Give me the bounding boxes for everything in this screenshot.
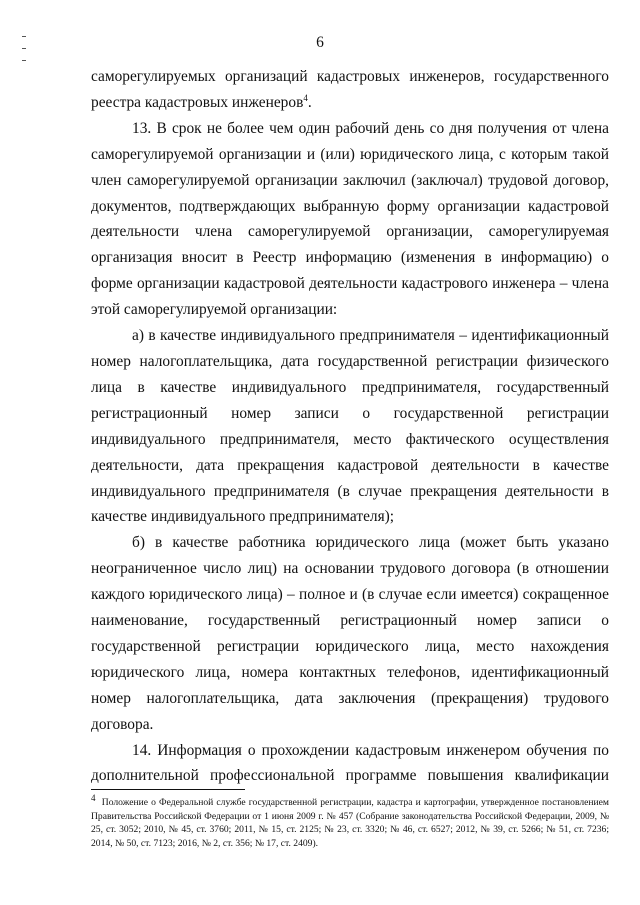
paragraph-13a: а) в качестве индивидуального предпринимателя – идентификационный номер налогоплательщика, дата государственной регистрации физического лица в качестве индивидуального предпринимателя, государственный регистрационный номер записи о государственной регистрации индивидуального предпринимателя, место фактического осуществления деятельности, дата прекращения кадастровой деятельности в качестве индивидуального предпринимателя (в случае прекращения деятельности в качестве индивидуального предпринимателя); (91, 327, 609, 526)
footnote (91, 792, 610, 850)
footnote-reference: 4 (303, 92, 308, 103)
page-number: 6 (316, 34, 324, 51)
paragraph-text: реестра кадастровых инженеров (91, 93, 304, 111)
paragraph-13b: б) в качестве работника юридического лица (может быть указано неограниченное число лиц) на основании трудового договора (в отношении каждого юридического лица) – полное и (в случае если имеется) сокращенное наименование, государственный регистрационный номер записи о государственной регистрации юридического лица, место нахождения юридического лица, номера контактных телефонов, идентификационный номер налогоплательщика, дата заключения (прекращения) трудового договора. (91, 534, 609, 733)
footnote-marker: 4 (91, 792, 96, 803)
scan-mark (22, 60, 26, 61)
footnote-separator (91, 789, 245, 790)
paragraph-13: 13. В срок не более чем один рабочий день со дня получения от члена саморегулируемой организации и (или) юридического лица, с которым такой член саморегулируемой организации заключил (заключал) трудовой договор, документов, подтверждающих выбранную форму организации кадастровой деятельности члена саморегулируемой организации, саморегулируемая организация вносит в Реестр информацию (изменения в информацию) о форме организации кадастровой деятельности кадастрового инженера – члена этой саморегулируемой организации: (91, 119, 609, 319)
paragraph-14: 14. Информация о прохождении кадастровым инженером обучения по дополнительной профессиональной программе повышения квалификации (91, 741, 609, 785)
paragraph-continuation-end: реестра кадастровых инженеров$^4$. (91, 92, 312, 111)
paragraph-continuation: саморегулируемых организаций кадастровых инженеров, государственного (91, 68, 609, 85)
footnote-text: Положение о Федеральной службе государственной регистрации, кадастра и картографии, утвержденное постановлением Правительства Российской Федерации от 1 июня 2009 г. № 457 (Собрание законодательства Российской Федерации, 2009, № 25, ст. 3052; 2010, № 45, ст. 3760; 2011, № 15, ст. 2125; № 23, ст. 3320; № 46, ст. 6527; 2012, № 39, ст. 5266; № 51, ст. 7236; 2014, № 50, ст. 7123; 2016, № 2, ст. 356; № 17, ст. 2409). (91, 797, 610, 849)
document-body (91, 64, 609, 789)
